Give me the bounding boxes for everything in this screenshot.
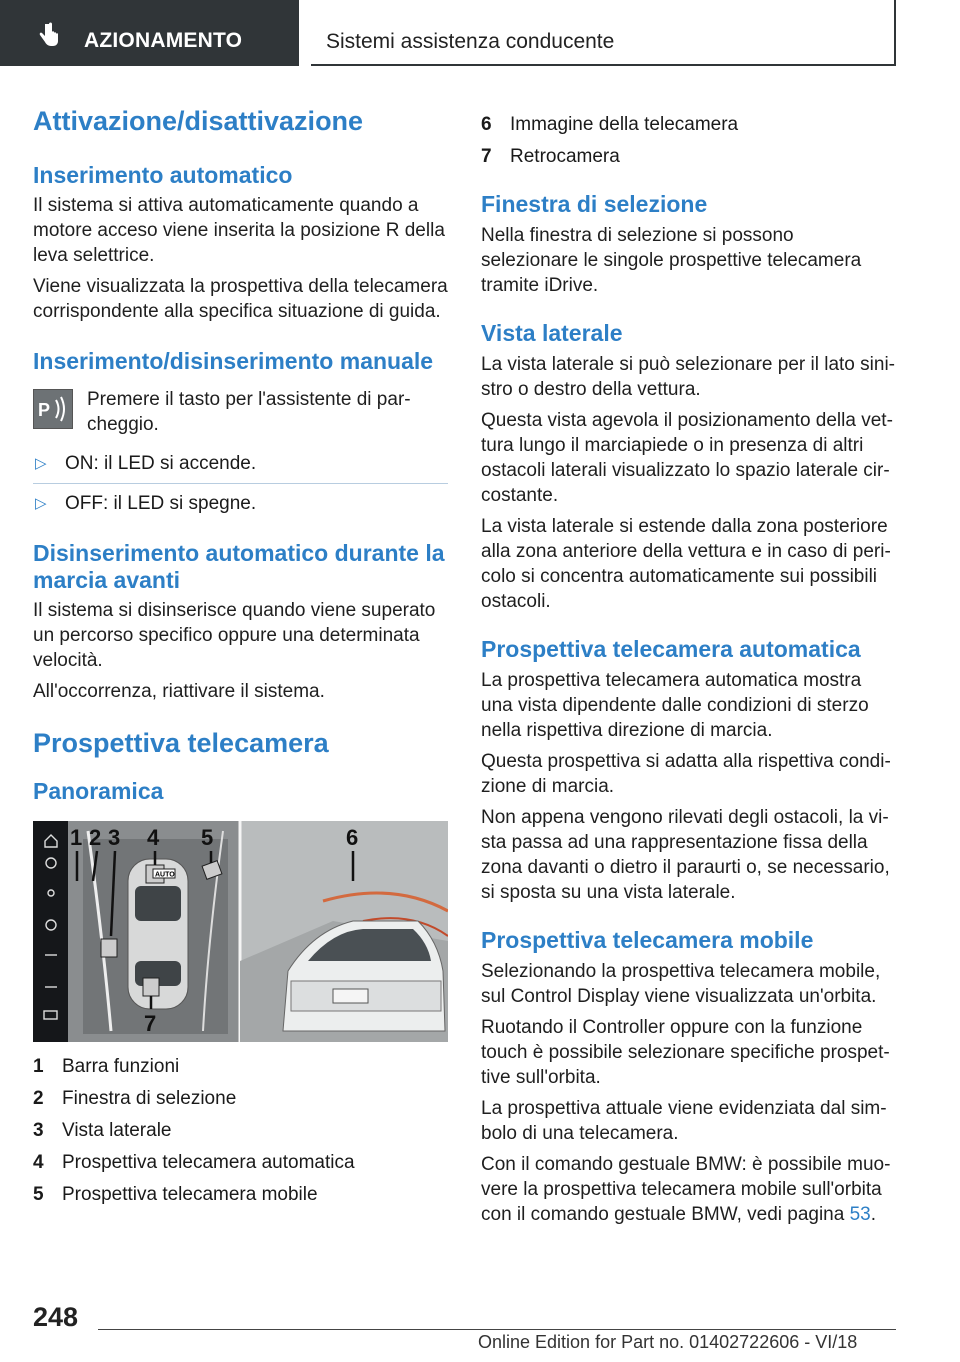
chapter-title: Sistemi assistenza conducente	[326, 30, 615, 53]
parking-assistant-button-icon	[33, 389, 73, 429]
left-column	[33, 98, 448, 1214]
list-item	[33, 451, 448, 476]
callout-5: 5	[201, 825, 214, 850]
heading-camera: Prospettiva telecamera	[33, 728, 329, 758]
paragraph: La prospettiva attuale viene evidenziata dal sim-bolo di una telecamera.	[481, 1098, 887, 1144]
triangle-bullet-icon: ▷	[35, 495, 47, 512]
heading-manual: Inserimento/disinserimento manuale	[33, 348, 434, 374]
paragraph: La vista laterale si estende dalla zona posteriore alla zona anteriore della vettura e in caso di peri-colo si concentra automaticamente sui possibili ostacoli.	[481, 516, 891, 612]
list-item: 3 Vista laterale	[33, 1120, 172, 1141]
paragraph: Con il comando gestuale BMW: è possibile muo-vere la prospettiva telecamera mobile sull'orbita con il comando gestuale BMW, vedi pagina 53.	[481, 1154, 891, 1225]
heading-selection: Finestra di selezione	[481, 191, 708, 217]
hand-touch-icon	[36, 22, 62, 48]
list-item: 2 Finestra di selezione	[33, 1088, 237, 1109]
paragraph: Selezionando la prospettiva telecamera mobile, sul Control Display viene visualizzata un'orbita.	[481, 961, 881, 1007]
camera-illustration	[33, 821, 448, 1042]
callout-1: 1	[70, 825, 83, 850]
paragraph: Ruotando il Controller oppure con la funzione touch è possibile selezionare specifiche prospet-tive sull'orbita.	[481, 1017, 890, 1088]
paragraph: Questa vista agevola il posizionamento della vet-tura lungo il marciapiede o in presenza di altri ostacoli laterali visualizzato lo spazio laterale cir-costante.	[481, 410, 893, 506]
footer-divider	[98, 1329, 896, 1330]
paragraph: Il sistema si attiva automaticamente quando a motore acceso viene inserita la posizione R della leva selettrice.	[33, 195, 445, 266]
page-number: 248	[33, 1302, 79, 1332]
paragraph: Premere il tasto per l'assistente di par-cheggio.	[87, 389, 411, 435]
paragraph: La vista laterale si può selezionare per il lato sini-stro o destro della vettura.	[481, 354, 895, 400]
heading-activation: Attivazione/disattivazione	[33, 106, 364, 136]
list-item	[33, 491, 448, 516]
list-item: 7 Retrocamera	[481, 146, 620, 167]
figure-legend	[33, 1054, 448, 1207]
heading-overview: Panoramica	[33, 778, 164, 804]
bullet-text: OFF: il LED si spegne.	[65, 493, 257, 514]
callout-4: 4	[147, 825, 160, 850]
divider	[33, 483, 448, 484]
page-link[interactable]: 53	[849, 1204, 871, 1225]
paragraph: Non appena vengono rilevati degli ostacoli, la vi-sta passa ad una rappresentazione fissa della zona davanti o dietro il paraurti o, se necessario, si sposta su una vista laterale.	[481, 807, 890, 903]
right-column	[481, 112, 896, 1227]
heading-auto-perspective: Prospettiva telecamera automatica	[481, 636, 861, 662]
svg-text:P: P	[38, 400, 51, 420]
list-item: 6 Immagine della telecamera	[481, 114, 739, 135]
page-header	[0, 0, 960, 66]
chapter-box	[311, 0, 896, 66]
heading-auto-insert: Inserimento automatico	[33, 162, 293, 188]
figure-legend-continued	[481, 112, 896, 169]
callout-6: 6	[346, 825, 359, 850]
section-title: AZIONAMENTO	[84, 29, 243, 52]
heading-side-view: Vista laterale	[481, 320, 623, 346]
triangle-bullet-icon: ▷	[35, 455, 47, 472]
icon-instruction	[33, 387, 448, 437]
heading-mobile-perspective: Prospettiva telecamera mobile	[481, 927, 814, 953]
section-tab	[0, 0, 299, 66]
paragraph: La prospettiva telecamera automatica mostra una vista dipendente dalle condizioni di sterzo nella rispettiva direzione di marcia.	[481, 670, 869, 741]
paragraph: All'occorrenza, riattivare il sistema.	[33, 681, 325, 702]
callout-2: 2	[89, 825, 102, 850]
paragraph: Questa prospettiva si adatta alla rispettiva condi-zione di marcia.	[481, 751, 891, 797]
heading-auto-off: Disinserimento automatico durante la marcia avanti	[33, 540, 445, 593]
paragraph: Viene visualizzata la prospettiva della telecamera corrispondente alla specifica situazione di guida.	[33, 276, 448, 322]
paragraph: Nella finestra di selezione si possono selezionare le singole prospettive telecamera tramite iDrive.	[481, 225, 862, 296]
paragraph: Il sistema si disinserisce quando viene superato un percorso specifico oppure una determinata velocità.	[33, 600, 436, 671]
list-item: 4 Prospettiva telecamera automatica	[33, 1152, 355, 1173]
callout-7: 7	[144, 1011, 157, 1036]
edition-note: Online Edition for Part no. 01402722606 - VI/18	[478, 1332, 858, 1352]
callout-3: 3	[108, 825, 121, 850]
bullet-text: ON: il LED si accende.	[65, 453, 257, 474]
auto-badge: AUTO	[155, 871, 175, 879]
camera-view-figure	[33, 821, 448, 1042]
list-item: 5 Prospettiva telecamera mobile	[33, 1184, 318, 1205]
list-item: 1 Barra funzioni	[33, 1056, 180, 1077]
